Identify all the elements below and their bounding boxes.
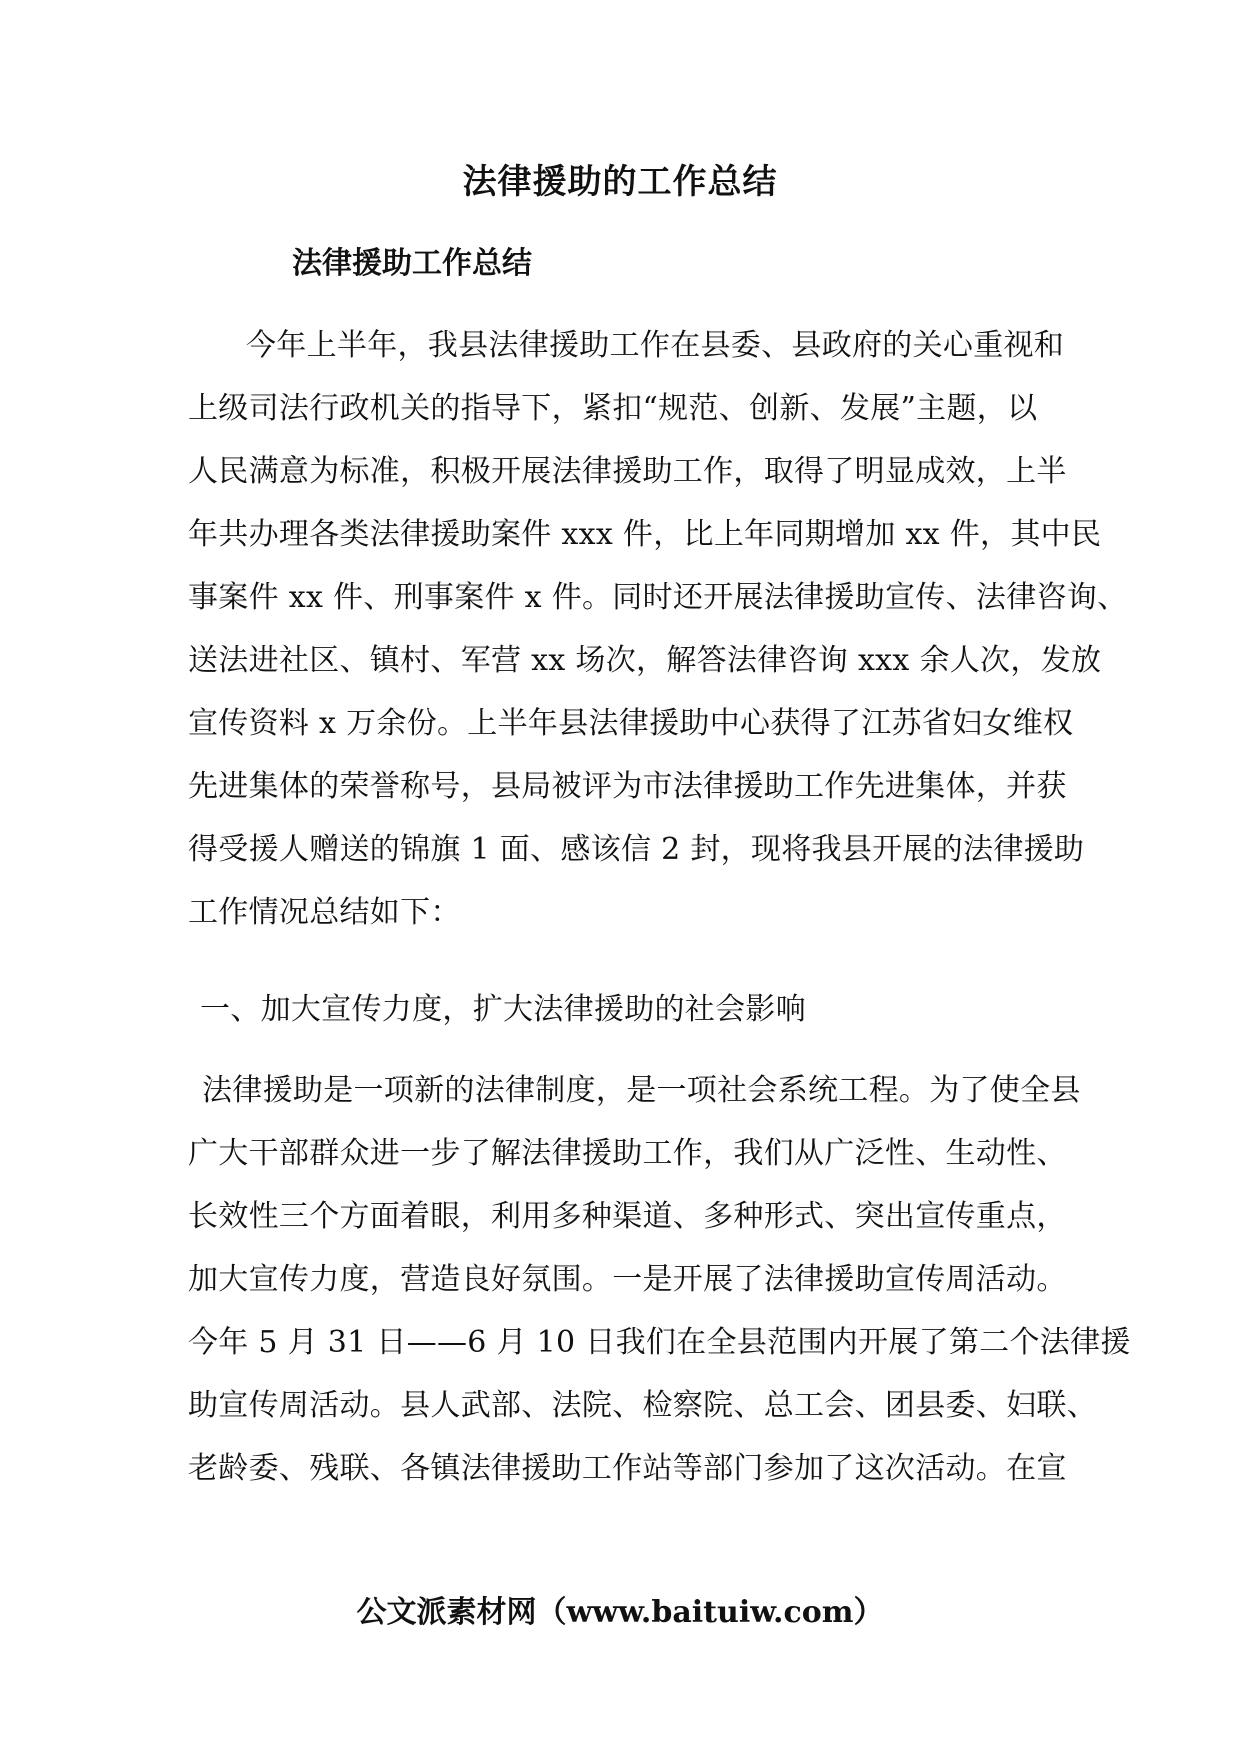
paragraph-line: 今年 5 月 31 日——6 月 10 日我们在全县范围内开展了第二个法律援 [188, 1325, 1131, 1360]
paragraph-line: 助宣传周活动。县人武部、法院、检察院、总工会、团县委、妇联、 [188, 1388, 1097, 1423]
paragraph-line: 工作情况总结如下： [188, 895, 461, 930]
paragraph-line: 加大宣传力度，营造良好氛围。一是开展了法律援助宣传周活动。 [188, 1262, 1067, 1297]
paragraph-line: 法律援助是一项新的法律制度，是一项社会系统工程。为了使全县 [202, 1073, 1081, 1108]
paragraph-line: 广大干部群众进一步了解法律援助工作，我们从广泛性、生动性、 [188, 1136, 1067, 1171]
paragraph-line: 年共办理各类法律援助案件 xxx 件，比上年同期增加 xx 件，其中民 [188, 517, 1102, 552]
paragraph-line: 送法进社区、镇村、军营 xx 场次，解答法律咨询 xxx 余人次，发放 [188, 643, 1102, 678]
paragraph-line: 事案件 xx 件、刑事案件 x 件。同时还开展法律援助宣传、法律咨询、 [188, 580, 1128, 615]
paragraph-line: 得受援人赠送的锦旗 1 面、感该信 2 封，现将我县开展的法律援助 [188, 832, 1085, 867]
paragraph-line: 宣传资料 x 万余份。上半年县法律援助中心获得了江苏省妇女维权 [188, 706, 1074, 741]
document-title: 法律援助的工作总结 [462, 162, 778, 202]
paragraph-line: 老龄委、残联、各镇法律援助工作站等部门参加了这次活动。在宣 [188, 1451, 1067, 1486]
document-subtitle: 法律援助工作总结 [292, 246, 532, 281]
paragraph-line: 长效性三个方面着眼，利用多种渠道、多种形式、突出宣传重点， [188, 1199, 1067, 1234]
footer-watermark-text: 公文派素材网（www.baituiw.com） [356, 1595, 884, 1630]
section-heading: 一、加大宣传力度，扩大法律援助的社会影响 [200, 992, 806, 1027]
paragraph-line: 先进集体的荣誉称号，县局被评为市法律援助工作先进集体，并获 [188, 769, 1067, 804]
paragraph-line: 上级司法行政机关的指导下，紧扣“规范、创新、发展”主题，以 [188, 391, 1038, 426]
paragraph-line: 今年上半年，我县法律援助工作在县委、县政府的关心重视和 [246, 328, 1065, 363]
paragraph-line: 人民满意为标准，积极开展法律援助工作，取得了明显成效，上半 [188, 454, 1067, 489]
